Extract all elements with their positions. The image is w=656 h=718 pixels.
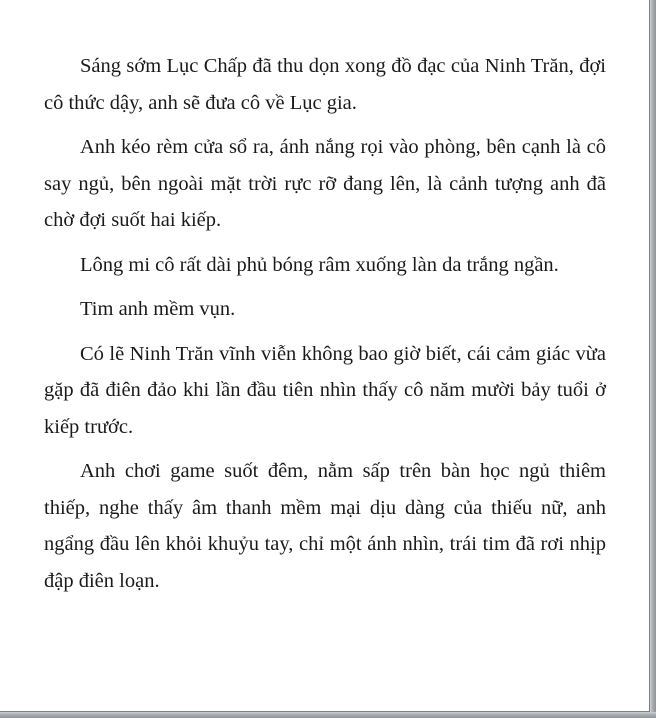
paragraph-5: Có lẽ Ninh Trăn vĩnh viễn không bao giờ biết, cái cảm giác vừa gặp đã điên đảo khi lần đầu tiên nhìn thấy cô năm mười bảy tuổi ở kiếp trước. (44, 342, 606, 438)
paragraph-4: Tim anh mềm vụn. (80, 298, 236, 320)
paragraph-3: Lông mi cô rất dài phủ bóng râm xuống làn da trắng ngần. (80, 253, 559, 276)
paragraph-1: Sáng sớm Lục Chấp đã thu dọn xong đồ đạc của Ninh Trăn, đợi cô thức dậy, anh sẽ đưa cô về Lục gia. (44, 55, 606, 114)
page-text-area (44, 48, 606, 607)
paragraph-2: Anh kéo rèm cửa sổ ra, ánh nắng rọi vào phòng, bên cạnh là cô say ngủ, bên ngoài mặt trời rực rỡ đang lên, là cảnh tượng anh đã chờ đợi suốt hai kiếp. (44, 136, 606, 231)
paragraph-6: Anh chơi game suốt đêm, nằm sấp trên bàn học ngủ thiêm thiếp, nghe thấy âm thanh mềm mại dịu dàng của thiếu nữ, anh ngẩng đầu lên khỏi khuỷu tay, chỉ một ánh nhìn, trái tim đã rơi nhịp đập điên loạn. (44, 460, 606, 592)
page-shadow-right (650, 0, 656, 718)
page-shadow-bottom (0, 712, 656, 718)
